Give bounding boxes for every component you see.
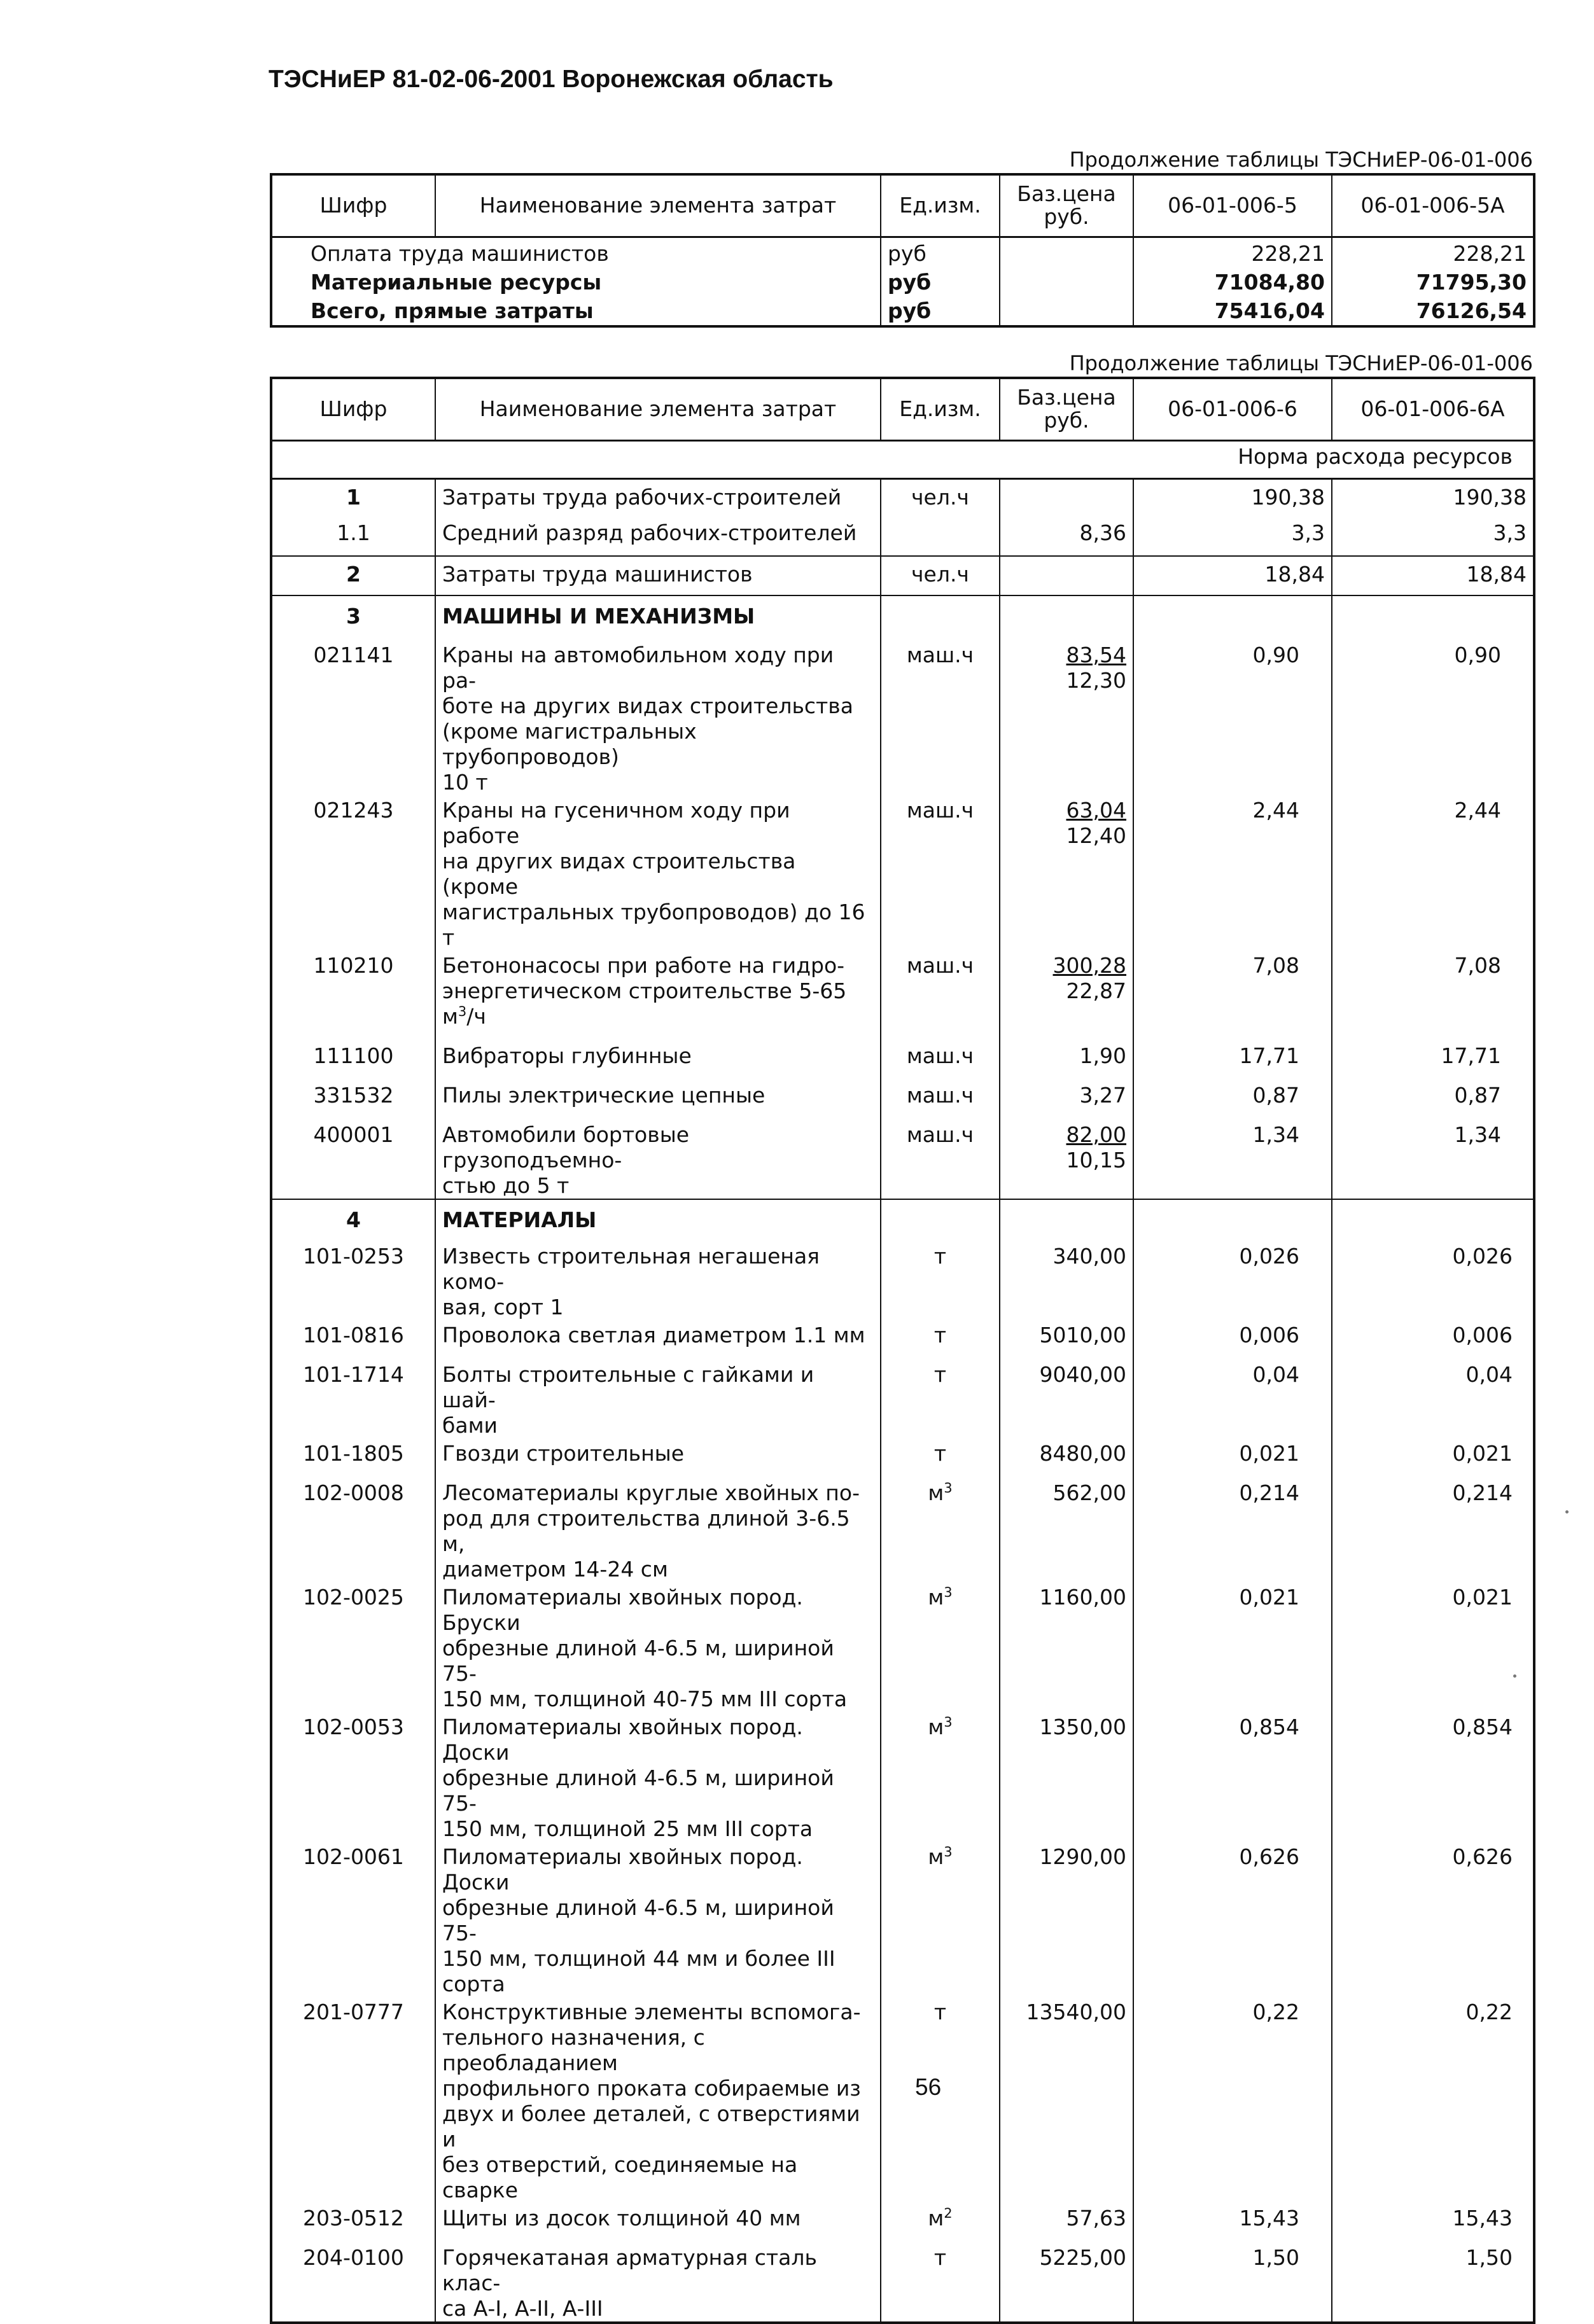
row-code: 111100	[271, 1040, 435, 1079]
row-name-text: Бетононасосы при работе на гидро- энергетическом строительстве 5-65	[442, 953, 847, 1003]
row-value-a: 228,21	[1133, 237, 1332, 268]
row-unit	[881, 1842, 1000, 1997]
row-value-a: 0,021	[1133, 1438, 1332, 1478]
row-unit: руб	[881, 296, 1000, 326]
row-value-b: 0,626	[1332, 1842, 1534, 1997]
table-row	[271, 1997, 1534, 2203]
row-name: Горячекатаная арматурная сталь клас- са А-I, А-II, А-III	[435, 2243, 881, 2323]
row-name: Вибраторы глубинные	[435, 1040, 881, 1079]
row-value-b: 17,71	[1332, 1040, 1534, 1079]
table-row	[271, 237, 1534, 268]
table-row	[271, 517, 1534, 556]
row-value-a: 0,214	[1133, 1478, 1332, 1582]
table-header-row	[271, 174, 1534, 237]
table-row	[271, 1240, 1534, 1320]
row-value-a: 0,021	[1133, 1582, 1332, 1712]
row-value-a: 0,854	[1133, 1712, 1332, 1842]
row-value-a: 0,026	[1133, 1240, 1332, 1320]
row-value-b: 18,84	[1332, 556, 1534, 595]
table-row	[271, 795, 1534, 950]
row-price: 3,27	[1000, 1079, 1133, 1118]
unit-exponent: 2	[944, 2206, 953, 2221]
row-value-b: 0,021	[1332, 1438, 1534, 1478]
table-row	[271, 1118, 1534, 1199]
row-price	[1000, 950, 1133, 1040]
row-price: 57,63	[1000, 2203, 1133, 2243]
row-unit: маш.ч	[881, 1040, 1000, 1079]
row-value-b: 0,22	[1332, 1997, 1534, 2203]
row-value-a: 15,43	[1133, 2203, 1332, 2243]
row-unit	[881, 1712, 1000, 1842]
row-price	[1000, 636, 1133, 795]
row-unit	[881, 517, 1000, 556]
table-continuation-caption: Продолжение таблицы ТЭСНиЕР-06-01-006	[1069, 148, 1533, 172]
row-price	[1000, 478, 1133, 517]
row-value-b: 3,3	[1332, 517, 1534, 556]
row-unit: маш.ч	[881, 636, 1000, 795]
table-row	[271, 2203, 1534, 2243]
row-value-a: 1,34	[1133, 1118, 1332, 1199]
table-row	[271, 1360, 1534, 1438]
table-row	[271, 1320, 1534, 1360]
row-value-b: 0,021	[1332, 1582, 1534, 1712]
header-code: Шифр	[271, 174, 435, 237]
row-value-a: 190,38	[1133, 478, 1332, 517]
row-name: Краны на автомобильном ходу при ра- боте на других видах строительства (кроме магистральных трубопроводов) 10 т	[435, 636, 881, 795]
row-code: 102-0061	[271, 1842, 435, 1997]
header-unit: Ед.изм.	[881, 378, 1000, 440]
price-total: 300,28	[1052, 953, 1126, 978]
row-value-b: 7,08	[1332, 950, 1534, 1040]
row-price: 13540,00	[1000, 1997, 1133, 2203]
row-name: Пиломатериалы хвойных пород. Доски обрезные длиной 4-6.5 м, шириной 75- 150 мм, толщиной 44 мм и более III сорта	[435, 1842, 881, 1997]
row-value-b: 228,21	[1332, 237, 1534, 268]
row-value-a: 75416,04	[1133, 296, 1332, 326]
row-code: 102-0008	[271, 1478, 435, 1582]
row-price: 1290,00	[1000, 1842, 1133, 1997]
price-total: 83,54	[1066, 643, 1126, 667]
row-name: Лесоматериалы круглые хвойных по- род для строительства длиной 3-6.5 м, диаметром 14-24 см	[435, 1478, 881, 1582]
norm-label-row	[271, 440, 1534, 478]
table-row	[271, 1712, 1534, 1842]
row-value-b: 0,854	[1332, 1712, 1534, 1842]
table-row	[271, 268, 1534, 296]
table-row	[271, 636, 1534, 795]
row-unit	[881, 2203, 1000, 2243]
resources-table	[270, 377, 1535, 2324]
row-unit: маш.ч	[881, 1079, 1000, 1118]
unit-exponent: 3	[944, 1585, 953, 1600]
row-value-b: 0,90	[1332, 636, 1534, 795]
table-continuation-caption: Продолжение таблицы ТЭСНиЕР-06-01-006	[1069, 351, 1533, 375]
row-value-a: 0,04	[1133, 1360, 1332, 1438]
row-name: Краны на гусеничном ходу при работе на других видах строительства (кроме магистральных трубопроводов) до 16 т	[435, 795, 881, 950]
row-price: 1160,00	[1000, 1582, 1133, 1712]
table-row	[271, 296, 1534, 326]
row-price: 8480,00	[1000, 1438, 1133, 1478]
row-code: 1.1	[271, 517, 435, 556]
empty-cell	[881, 1199, 1000, 1240]
unit-exponent: 3	[944, 1715, 953, 1730]
row-code: 101-0816	[271, 1320, 435, 1360]
row-price: 8,36	[1000, 517, 1133, 556]
header-col-b: 06-01-006-5А	[1332, 174, 1534, 237]
empty-cell	[1000, 1199, 1133, 1240]
row-name: Известь строительная негашеная комо- вая, сорт 1	[435, 1240, 881, 1320]
price-wage: 10,15	[1066, 1148, 1126, 1172]
row-name: Оплата труда машинистов	[271, 237, 881, 268]
row-name: Гвозди строительные	[435, 1438, 881, 1478]
section-row	[271, 1199, 1534, 1240]
row-code: 201-0777	[271, 1997, 435, 2203]
row-unit: маш.ч	[881, 950, 1000, 1040]
row-code: 102-0025	[271, 1582, 435, 1712]
row-value-a: 71084,80	[1133, 268, 1332, 296]
table-row	[271, 1079, 1534, 1118]
row-name: Проволока светлая диаметром 1.1 мм	[435, 1320, 881, 1360]
row-name: Автомобили бортовые грузоподъемно- стью до 5 т	[435, 1118, 881, 1199]
row-value-b: 0,87	[1332, 1079, 1534, 1118]
document-title: ТЭСНиЕР 81-02-06-2001 Воронежская область	[269, 66, 834, 93]
row-code: 021141	[271, 636, 435, 795]
row-value-b: 71795,30	[1332, 268, 1534, 296]
norm-label: Норма расхода ресурсов	[271, 440, 1534, 478]
row-code: 101-0253	[271, 1240, 435, 1320]
row-unit: т	[881, 2243, 1000, 2323]
row-price	[1000, 795, 1133, 950]
row-value-a: 1,50	[1133, 2243, 1332, 2323]
table-row	[271, 1040, 1534, 1079]
row-name: Средний разряд рабочих-строителей	[435, 517, 881, 556]
row-value-b: 76126,54	[1332, 296, 1534, 326]
row-value-a: 0,90	[1133, 636, 1332, 795]
row-price: 1,90	[1000, 1040, 1133, 1079]
table-row	[271, 950, 1534, 1040]
row-unit: маш.ч	[881, 795, 1000, 950]
row-price: 1350,00	[1000, 1712, 1133, 1842]
section-code: 3	[271, 595, 435, 636]
header-unit: Ед.изм.	[881, 174, 1000, 237]
empty-cell	[1332, 1199, 1534, 1240]
row-value-b: 0,026	[1332, 1240, 1534, 1320]
row-code: 101-1714	[271, 1360, 435, 1438]
row-name: Всего, прямые затраты	[271, 296, 881, 326]
row-code: 101-1805	[271, 1438, 435, 1478]
header-col-a: 06-01-006-5	[1133, 174, 1332, 237]
empty-cell	[1133, 595, 1332, 636]
row-price	[1000, 296, 1133, 326]
unit-text: м	[928, 1715, 944, 1739]
table-row	[271, 478, 1534, 517]
price-total: 82,00	[1066, 1122, 1126, 1147]
row-value-a: 0,006	[1133, 1320, 1332, 1360]
row-unit: т	[881, 1997, 1000, 2203]
row-code: 400001	[271, 1118, 435, 1199]
row-price	[1000, 556, 1133, 595]
row-unit: чел.ч	[881, 556, 1000, 595]
table-header-row	[271, 378, 1534, 440]
row-code: 1	[271, 478, 435, 517]
row-value-b: 0,214	[1332, 1478, 1534, 1582]
row-name: Затраты труда машинистов	[435, 556, 881, 595]
unit-exponent: 3	[944, 1480, 953, 1496]
row-name	[435, 950, 881, 1040]
row-unit	[881, 1582, 1000, 1712]
empty-cell	[1332, 595, 1534, 636]
row-value-a: 18,84	[1133, 556, 1332, 595]
table-row	[271, 556, 1534, 595]
row-price	[1000, 1118, 1133, 1199]
row-code: 2	[271, 556, 435, 595]
header-price: Баз.цена руб.	[1000, 174, 1133, 237]
price-wage: 12,30	[1066, 668, 1126, 693]
row-unit: т	[881, 1360, 1000, 1438]
row-unit: руб	[881, 237, 1000, 268]
row-price: 340,00	[1000, 1240, 1133, 1320]
row-name: Пиломатериалы хвойных пород. Бруски обрезные длиной 4-6.5 м, шириной 75- 150 мм, толщиной 40-75 мм III сорта	[435, 1582, 881, 1712]
section-title: МАТЕРИАЛЫ	[435, 1199, 881, 1240]
row-name: Конструктивные элементы вспомога- тельного назначения, с преобладанием профильного проката собираемые из двух и более деталей, с отверстиями и без отверстий, соединяемые на сварке	[435, 1997, 881, 2203]
row-code: 021243	[271, 795, 435, 950]
header-name: Наименование элемента затрат	[435, 174, 881, 237]
table-row	[271, 1438, 1534, 1478]
price-total: 63,04	[1066, 798, 1126, 823]
header-col-b: 06-01-006-6А	[1332, 378, 1534, 440]
section-code: 4	[271, 1199, 435, 1240]
summary-table	[270, 173, 1535, 328]
empty-cell	[1000, 595, 1133, 636]
row-value-a: 7,08	[1133, 950, 1332, 1040]
row-value-a: 0,87	[1133, 1079, 1332, 1118]
header-code: Шифр	[271, 378, 435, 440]
row-unit: руб	[881, 268, 1000, 296]
row-unit: чел.ч	[881, 478, 1000, 517]
row-value-b: 0,04	[1332, 1360, 1534, 1438]
unit-text: м	[928, 1480, 944, 1505]
row-value-b: 190,38	[1332, 478, 1534, 517]
row-code: 331532	[271, 1079, 435, 1118]
row-value-a: 0,626	[1133, 1842, 1332, 1997]
row-code: 203-0512	[271, 2203, 435, 2243]
table-row	[271, 1842, 1534, 1997]
row-value-b: 1,50	[1332, 2243, 1534, 2323]
row-unit: маш.ч	[881, 1118, 1000, 1199]
row-unit: т	[881, 1320, 1000, 1360]
row-name: Пиломатериалы хвойных пород. Доски обрезные длиной 4-6.5 м, шириной 75- 150 мм, толщиной 25 мм III сорта	[435, 1712, 881, 1842]
section-title: МАШИНЫ И МЕХАНИЗМЫ	[435, 595, 881, 636]
row-value-b: 1,34	[1332, 1118, 1534, 1199]
price-wage: 12,40	[1066, 823, 1126, 848]
row-value-b: 15,43	[1332, 2203, 1534, 2243]
unit-per-hour: /ч	[466, 1004, 486, 1029]
empty-cell	[881, 595, 1000, 636]
unit-text: м	[928, 1844, 944, 1869]
row-price: 5225,00	[1000, 2243, 1133, 2323]
table-row	[271, 2243, 1534, 2323]
row-price: 9040,00	[1000, 1360, 1133, 1438]
row-value-b: 0,006	[1332, 1320, 1534, 1360]
scan-speck	[1513, 1674, 1516, 1678]
row-value-a: 2,44	[1133, 795, 1332, 950]
row-price	[1000, 237, 1133, 268]
row-name: Щиты из досок толщиной 40 мм	[435, 2203, 881, 2243]
unit-exponent: 3	[944, 1844, 953, 1860]
row-price: 562,00	[1000, 1478, 1133, 1582]
row-code: 204-0100	[271, 2243, 435, 2323]
row-name: Болты строительные с гайками и шай- бами	[435, 1360, 881, 1438]
table-row	[271, 1478, 1534, 1582]
header-col-a: 06-01-006-6	[1133, 378, 1332, 440]
row-value-b: 2,44	[1332, 795, 1534, 950]
header-price: Баз.цена руб.	[1000, 378, 1133, 440]
price-wage: 22,87	[1066, 978, 1126, 1003]
table-row	[271, 1582, 1534, 1712]
header-name: Наименование элемента затрат	[435, 378, 881, 440]
row-price	[1000, 268, 1133, 296]
page-number: 56	[915, 2074, 942, 2100]
row-unit: т	[881, 1438, 1000, 1478]
section-row	[271, 595, 1534, 636]
row-value-a: 0,22	[1133, 1997, 1332, 2203]
row-name: Затраты труда рабочих-строителей	[435, 478, 881, 517]
row-code: 110210	[271, 950, 435, 1040]
unit-m: м	[442, 1004, 458, 1029]
row-value-a: 3,3	[1133, 517, 1332, 556]
empty-cell	[1133, 1199, 1332, 1240]
row-code: 102-0053	[271, 1712, 435, 1842]
scan-speck	[1565, 1510, 1569, 1513]
row-unit	[881, 1478, 1000, 1582]
row-unit: т	[881, 1240, 1000, 1320]
unit-exponent: 3	[458, 1004, 467, 1019]
row-name: Материальные ресурсы	[271, 268, 881, 296]
row-price: 5010,00	[1000, 1320, 1133, 1360]
row-value-a: 17,71	[1133, 1040, 1332, 1079]
unit-text: м	[928, 2206, 944, 2230]
unit-text: м	[928, 1585, 944, 1610]
row-name: Пилы электрические цепные	[435, 1079, 881, 1118]
